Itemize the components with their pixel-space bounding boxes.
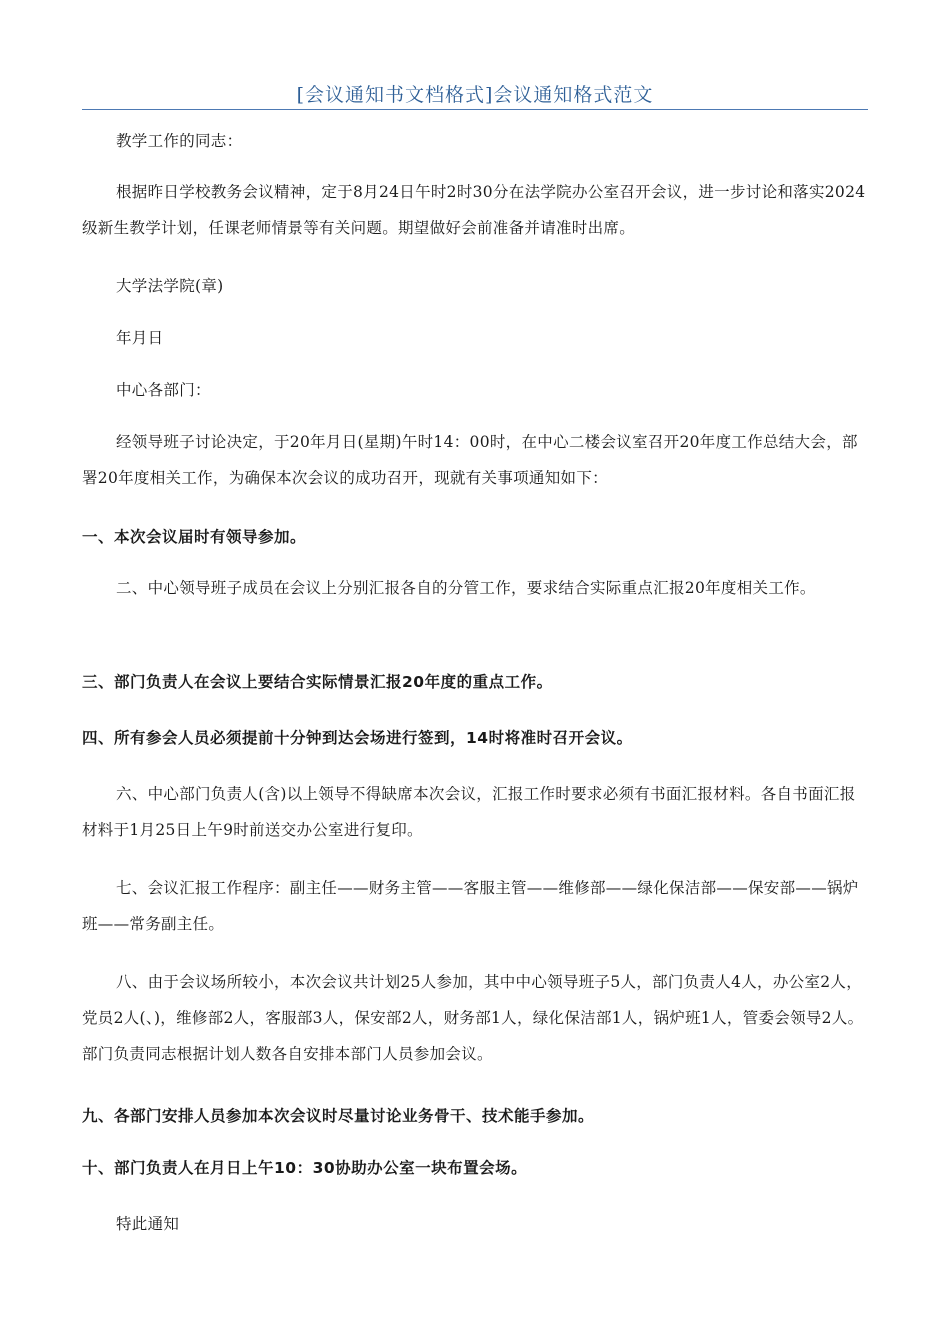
body-paragraph: 根据昨日学校教务会议精神，定于8月24日午时2时30分在法学院办公室召开会议，进一步讨论和落实2024级新生教学计划，任课老师情景等有关问题。期望做好会前准备并请准时出席。 [82,183,866,237]
salutation-paragraph: 教学工作的同志： [116,132,243,150]
bold-item: 三、部门负责人在会议上要结合实际情景汇报20年度的重点工作。 [82,673,553,691]
date-paragraph: 年月日 [116,329,164,347]
body-paragraph: 六、中心部门负责人(含)以上领导不得缺席本次会议，汇报工作时要求必须有书面汇报材料。各自书面汇报材料于1月25日上午9时前送交办公室进行复印。 [82,785,856,839]
body-paragraph: 经领导班子讨论决定，于20年月日(星期)午时14：00时，在中心二楼会议室召开20年度工作总结大会，部署20年度相关工作，为确保本次会议的成功召开，现就有关事项通知如下： [82,433,858,487]
body-paragraph: 二、中心领导班子成员在会议上分别汇报各自的分管工作，要求结合实际重点汇报20年度相关工作。 [116,579,816,597]
bold-item: 一、本次会议届时有领导参加。 [82,528,307,546]
header-divider [82,109,868,110]
page-title: [会议通知书文档格式]会议通知格式范文 [296,84,654,106]
bold-item: 九、各部门安排人员参加本次会议时尽量讨论业务骨干、技术能手参加。 [82,1107,595,1125]
closing-paragraph: 特此通知 [116,1215,180,1233]
bold-item: 四、所有参会人员必须提前十分钟到达会场进行签到，14时将准时召开会议。 [82,729,633,747]
salutation-paragraph: 中心各部门： [116,381,211,399]
signature-paragraph: 大学法学院(章) [116,277,224,295]
body-paragraph: 七、会议汇报工作程序：副主任——财务主管——客服主管——维修部——绿化保洁部——保安部——锅炉班——常务副主任。 [82,879,859,933]
body-paragraph: 八、由于会议场所较小，本次会议共计划25人参加，其中中心领导班子5人，部门负责人4人，办公室2人，党员2人(、)，维修部2人，客服部3人，保安部2人，财务部1人，绿化保洁部1人，锅炉班1人，管委会领导2人。部门负责同志根据计划人数各自安排本部门人员参加会议。 [82,973,864,1063]
bold-item: 十、部门负责人在月日上午10：30协助办公室一块布置会场。 [82,1159,528,1177]
